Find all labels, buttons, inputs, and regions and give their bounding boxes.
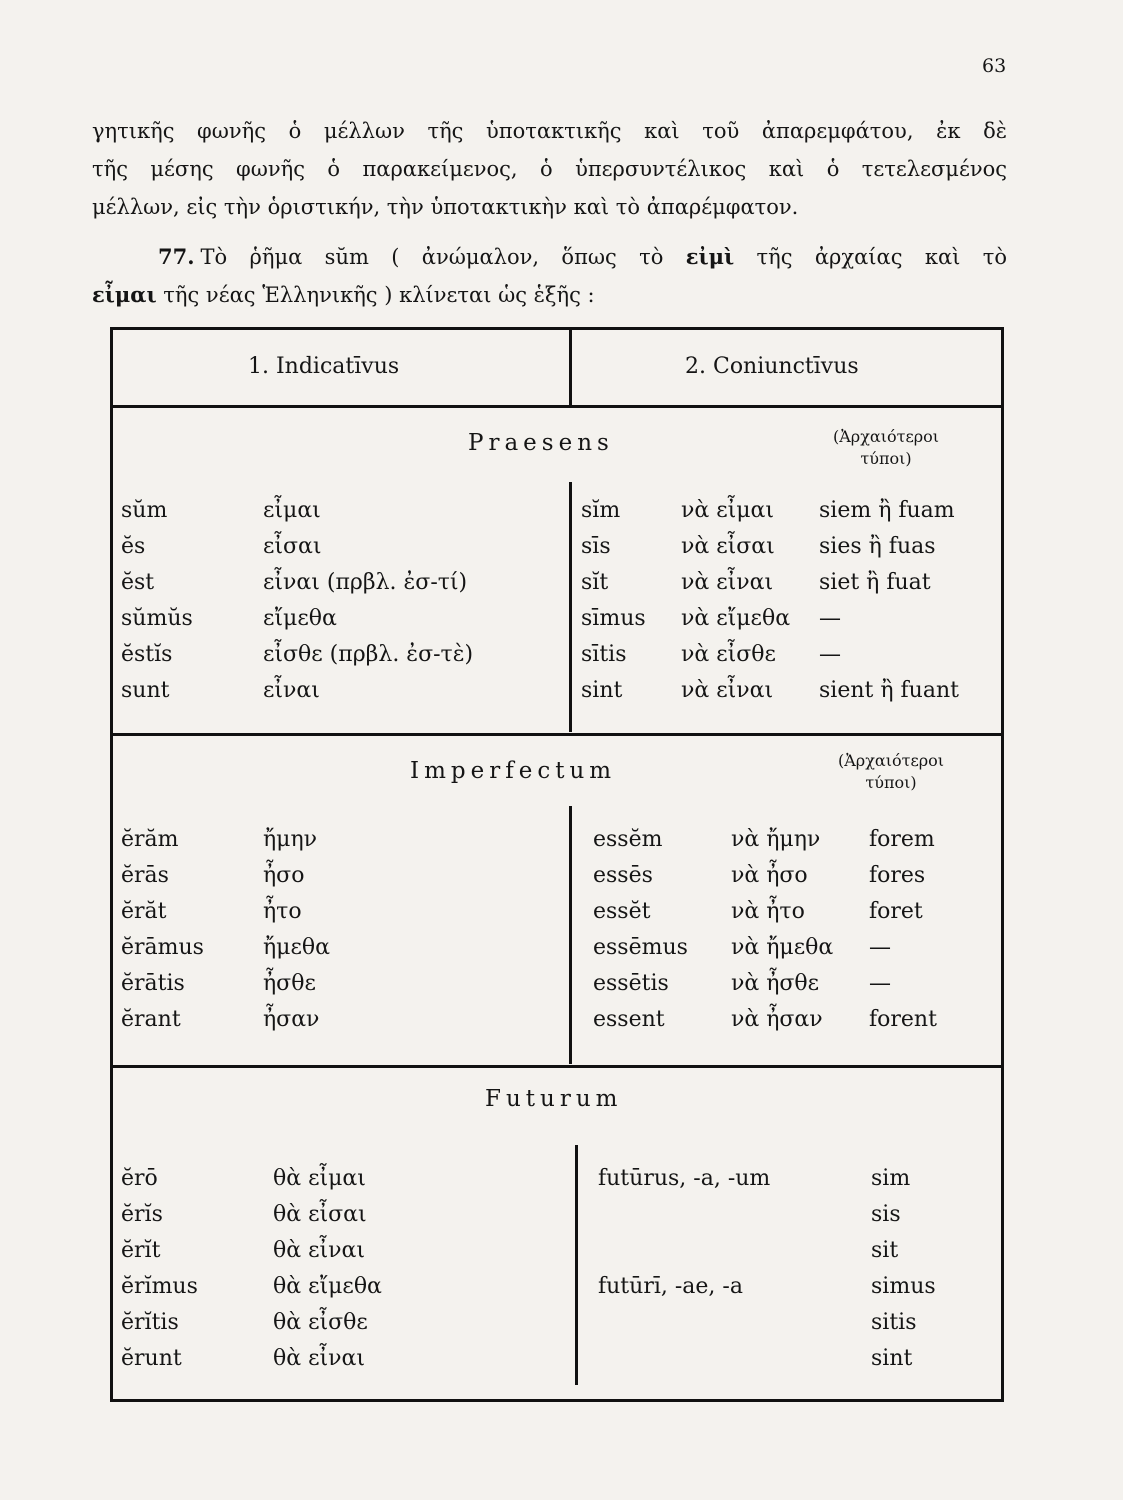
table-row	[113, 606, 1001, 642]
greek-translation: εἶσαι	[263, 534, 322, 559]
greek-translation: εἶναι (πρβλ. ἐσ-τί)	[263, 570, 468, 595]
paragraph-line	[92, 238, 1007, 276]
subjunctive-form: sīs	[581, 534, 611, 559]
greek-translation: ἦσθε	[263, 971, 316, 996]
table-row	[113, 1238, 1001, 1274]
paragraph-number: 77.	[158, 244, 195, 269]
greek-translation: εἶμαι	[263, 498, 321, 523]
subjunctive-form: sīmus	[581, 606, 646, 631]
subjunctive-form: essĕm	[593, 827, 663, 852]
latin-form: ĕrās	[121, 863, 169, 888]
infinitive-aux: simus	[871, 1274, 936, 1299]
greek-translation: εἶσθε (πρβλ. ἐσ-τὲ)	[263, 642, 474, 667]
subjunctive-translation: νὰ ἦτο	[731, 899, 805, 924]
greek-translation: εἴμεθα	[263, 606, 337, 631]
table-row	[113, 1310, 1001, 1346]
older-form: forent	[869, 1007, 937, 1032]
table-row	[113, 534, 1001, 570]
subjunctive-translation: νὰ ἦσαν	[731, 1007, 823, 1032]
section-title-futurum: Futurum	[485, 1086, 623, 1112]
rule	[113, 405, 1001, 408]
greek-translation: θὰ εἶσαι	[273, 1202, 367, 1227]
note-line: (Ἀρχαιότεροι	[838, 751, 945, 770]
table-row	[113, 1346, 1001, 1382]
table-row	[113, 1202, 1001, 1238]
infinitive-aux: sint	[871, 1346, 913, 1371]
subjunctive-form: sint	[581, 678, 623, 703]
subjunctive-form: essētis	[593, 971, 669, 996]
rule	[113, 1065, 1001, 1068]
latin-form: ĕstĭs	[121, 642, 173, 667]
intro-text	[92, 112, 1007, 226]
subjunctive-form: sĭm	[581, 498, 621, 523]
participle-singular: futūrus, -a, -um	[598, 1166, 771, 1191]
table-row	[113, 1007, 1001, 1043]
table-row	[113, 678, 1001, 714]
older-form: foret	[869, 899, 923, 924]
greek-translation: ἦσαν	[263, 1007, 320, 1032]
subjunctive-form: essēs	[593, 863, 653, 888]
subjunctive-form: essĕt	[593, 899, 651, 924]
subjunctive-translation: νὰ ἦσθε	[731, 971, 820, 996]
intro-line: γητικῆς φωνῆς ὁ μέλλων τῆς ὑποτακτικῆς καὶ τοῦ ἀπαρεμφάτου, ἐκ δὲ	[92, 119, 1007, 143]
greek-translation: εἶναι	[263, 678, 320, 703]
table-row	[113, 935, 1001, 971]
paragraph-text: τῆς νέας Ἑλληνικῆς ) κλίνεται ὡς ἑξῆς :	[156, 283, 595, 307]
subjunctive-translation: νὰ εἶναι	[681, 678, 774, 703]
greek-translation: θὰ εἶναι	[273, 1238, 365, 1263]
table-row	[113, 642, 1001, 678]
subjunctive-form: sītis	[581, 642, 627, 667]
subjunctive-translation: νὰ εἶναι	[681, 570, 774, 595]
subjunctive-translation: νὰ εἶμαι	[681, 498, 775, 523]
latin-form: sŭmŭs	[121, 606, 193, 631]
greek-translation: ἦσο	[263, 863, 305, 888]
paragraph-77	[92, 238, 1007, 314]
table-row	[113, 498, 1001, 534]
greek-translation: θὰ εἶσθε	[273, 1310, 368, 1335]
older-form: —	[819, 642, 841, 667]
greek-translation: ἤμεθα	[263, 935, 330, 960]
subjunctive-form: essēmus	[593, 935, 688, 960]
table-row	[113, 827, 1001, 863]
older-form: siet ἢ fuat	[819, 570, 931, 595]
older-form: —	[869, 935, 891, 960]
older-form: —	[819, 606, 841, 631]
subjunctive-form: essent	[593, 1007, 665, 1032]
paragraph-line	[92, 276, 1007, 314]
latin-form: ĕrō	[121, 1166, 158, 1191]
header-divider	[569, 330, 572, 405]
latin-form: ĕrĭtis	[121, 1310, 179, 1335]
subjunctive-translation: νὰ εἶσαι	[681, 534, 775, 559]
latin-form: sunt	[121, 678, 170, 703]
paragraph-text: τῆς ἀρχαίας καὶ τὸ	[734, 245, 1007, 269]
section-title-imperfectum: Imperfectum	[410, 758, 617, 784]
latin-form: ĕrāmus	[121, 935, 204, 960]
table-row	[113, 570, 1001, 606]
infinitive-aux: sim	[871, 1166, 911, 1191]
note-line: τύποι)	[865, 773, 917, 792]
subjunctive-translation: νὰ ἦσο	[731, 863, 808, 888]
latin-form: ĕrātis	[121, 971, 185, 996]
greek-translation: θὰ εἶμαι	[273, 1166, 366, 1191]
subjunctive-translation: νὰ ἤμεθα	[731, 935, 834, 960]
older-form: sies ἢ fuas	[819, 534, 936, 559]
older-form: siem ἢ fuam	[819, 498, 955, 523]
latin-form: ĕrăm	[121, 827, 179, 852]
greek-translation: ἦτο	[263, 899, 302, 924]
infinitive-aux: sit	[871, 1238, 899, 1263]
subjunctive-translation: νὰ εἶσθε	[681, 642, 776, 667]
latin-form: ĕs	[121, 534, 146, 559]
latin-form: ĕrĭmus	[121, 1274, 198, 1299]
latin-form: ĕrĭs	[121, 1202, 163, 1227]
table-row	[113, 1274, 1001, 1310]
table-row	[113, 863, 1001, 899]
participle-plural: futūrī, -ae, -a	[598, 1274, 743, 1299]
paragraph-text: Τὸ ῥῆμα sŭm ( ἀνώμαλον, ὅπως τὸ	[200, 245, 686, 269]
greek-translation: θὰ εἴμεθα	[273, 1274, 382, 1299]
note-line: (Ἀρχαιότεροι	[833, 427, 940, 446]
older-form: forem	[869, 827, 935, 852]
infinitive-aux: sis	[871, 1202, 901, 1227]
subjunctive-translation: νὰ ἤμην	[731, 827, 821, 852]
older-form: sient ἢ fuant	[819, 678, 959, 703]
older-form: fores	[869, 863, 926, 888]
paragraph-bold-term: εἰμὶ	[685, 244, 735, 269]
note-line: τύποι)	[860, 449, 912, 468]
latin-form: ĕrunt	[121, 1346, 182, 1371]
latin-form: sŭm	[121, 498, 168, 523]
table-row	[113, 971, 1001, 1007]
page-number: 63	[982, 55, 1007, 77]
rule	[113, 733, 1001, 736]
older-form: —	[869, 971, 891, 996]
paragraph-bold-term: εἶμαι	[92, 282, 157, 307]
table-row	[113, 1166, 1001, 1202]
subjunctive-form: sĭt	[581, 570, 609, 595]
note-older-forms	[838, 750, 944, 794]
intro-line: τῆς μέσης φωνῆς ὁ παρακείμενος, ὁ ὑπερσυντέλικος καὶ ὁ τετελεσμένος	[92, 157, 1007, 181]
header-coniunctivus: 2. Coniunctīvus	[685, 354, 859, 379]
greek-translation: θὰ εἶναι	[273, 1346, 365, 1371]
latin-form: ĕrăt	[121, 899, 167, 924]
greek-translation: ἤμην	[263, 827, 318, 852]
note-older-forms	[833, 426, 939, 470]
header-indicativus: 1. Indicatīvus	[248, 354, 400, 379]
infinitive-aux: sitis	[871, 1310, 917, 1335]
latin-form: ĕrant	[121, 1007, 181, 1032]
subjunctive-translation: νὰ εἴμεθα	[681, 606, 791, 631]
latin-form: ĕst	[121, 570, 155, 595]
section-title-praesens: Praesens	[468, 430, 614, 456]
conjugation-table	[110, 327, 1004, 1402]
table-row	[113, 899, 1001, 935]
latin-form: ĕrĭt	[121, 1238, 161, 1263]
intro-line: μέλλων, εἰς τὴν ὁριστικήν, τὴν ὑποτακτικὴν καὶ τὸ ἀπαρέμφατον.	[92, 195, 799, 219]
